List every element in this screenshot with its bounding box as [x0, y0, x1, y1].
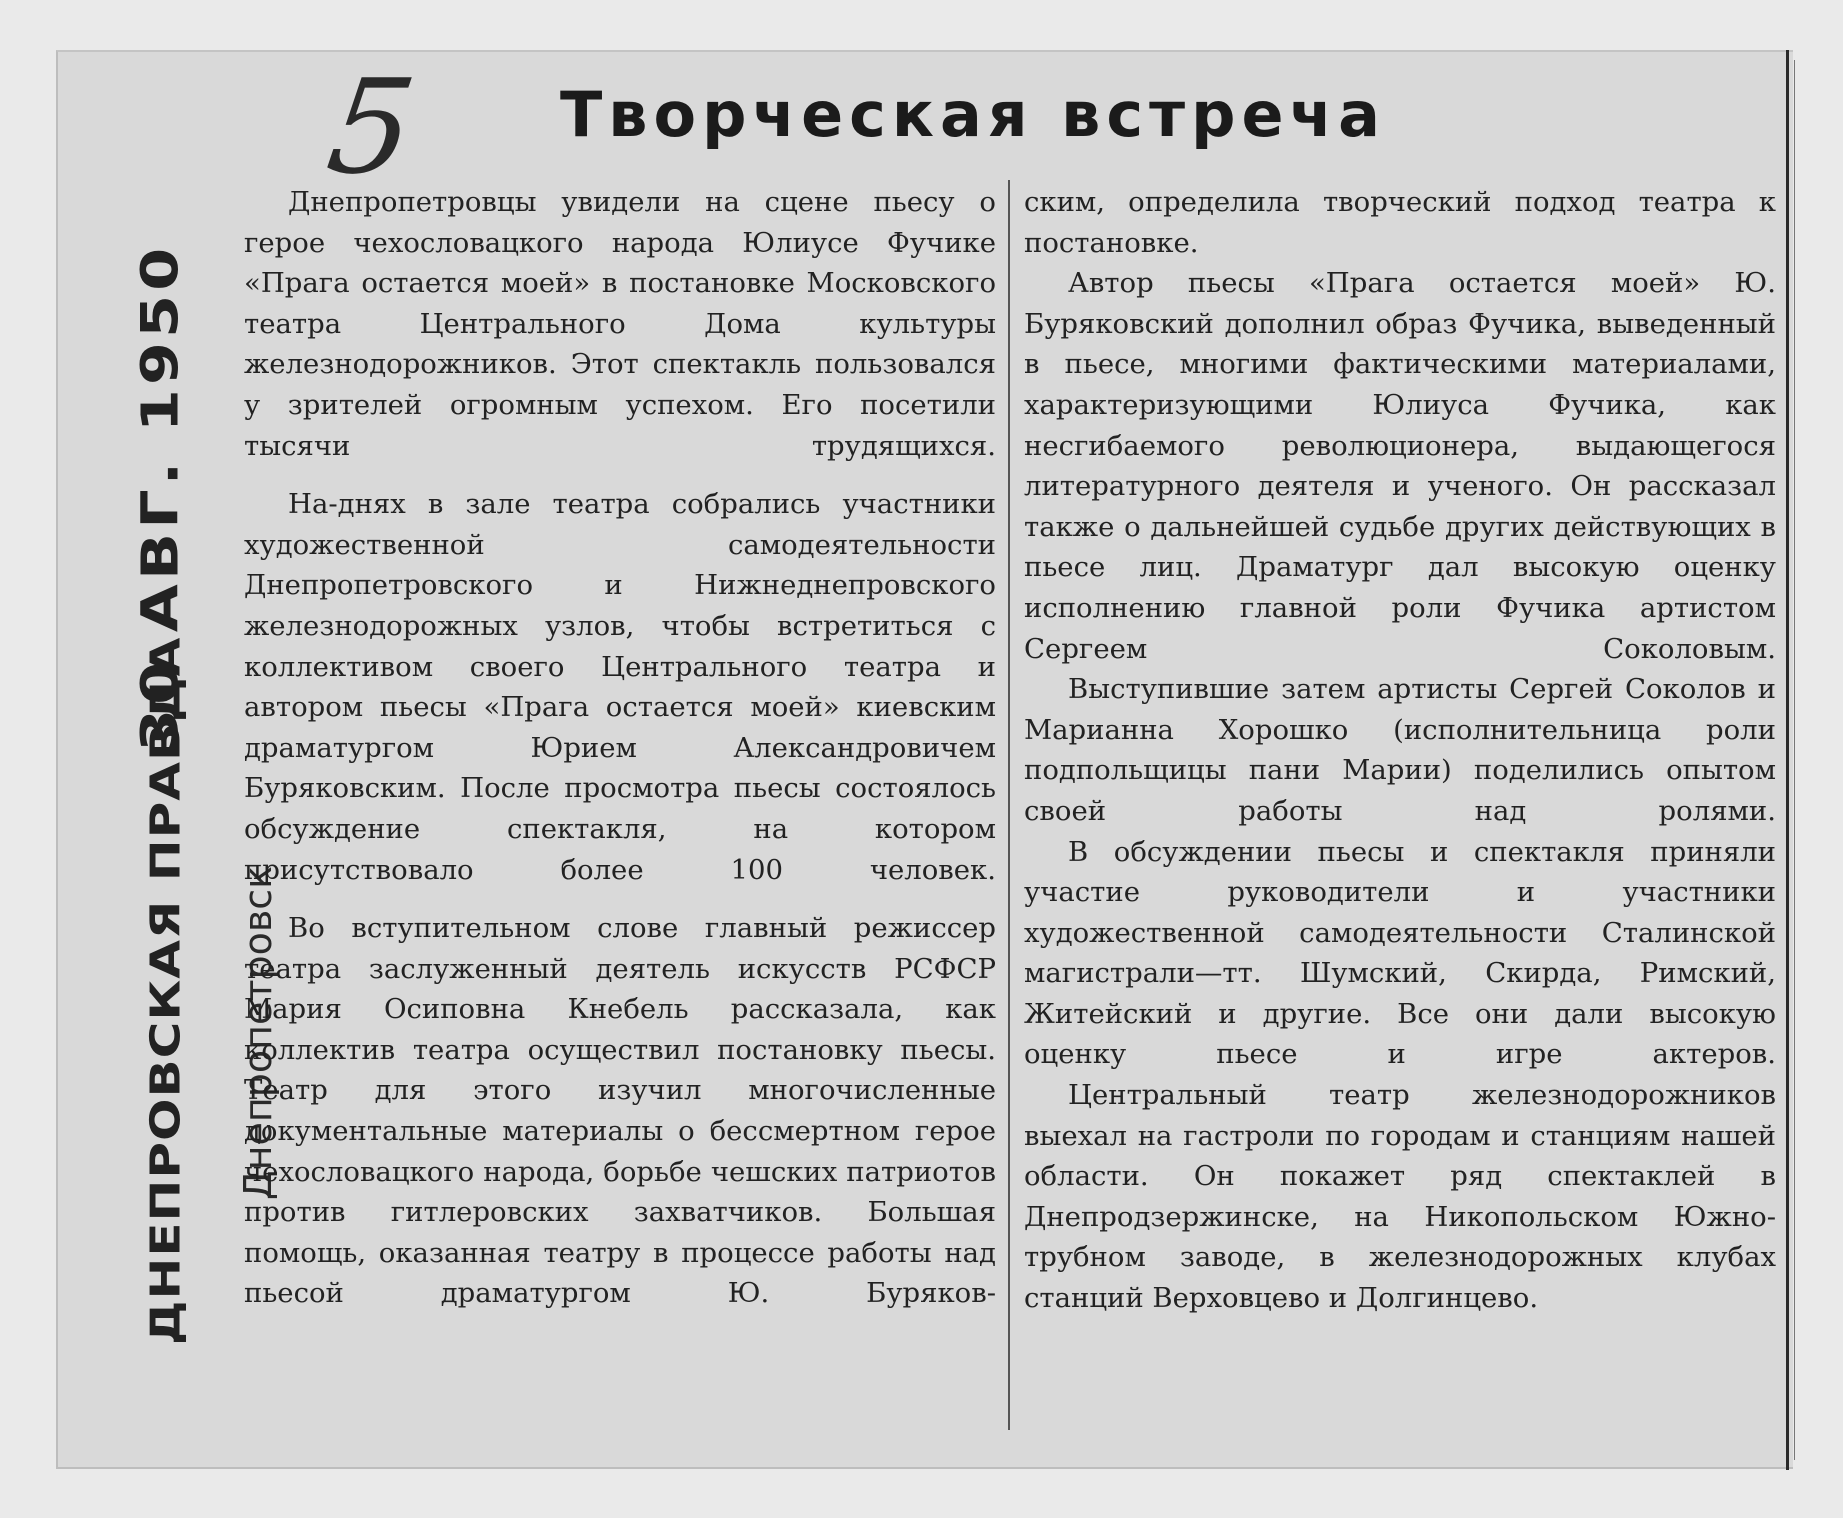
article-left-column	[244, 182, 996, 1314]
city-stamp: Днепропетровск	[236, 865, 280, 1200]
article-paragraph: На-днях в зале театра собрались участники художественной самодеятельности Днепропетровского и Нижнеднепровского железнодорожных узлов, чтобы встретиться с коллективом своего Центрального театра и автором пьесы «Прага остается моей» киевским драматургом Юрием Александровичем Буряковским. После просмотра пьесы состоялось обсуждение спектакля, на котором присутствовало более 100 человек.	[244, 488, 996, 886]
newspaper-name-stamp: ДНЕПРОВСКАЯ ПРАВДА	[142, 636, 190, 1345]
article-paragraph: Центральный театр железнодорожников выехал на гастроли по городам и станциям нашей области. Он покажет ряд спектаклей в Днепродзержинске, на Никопольском Южно-трубном заводе, в железнодорожных клубах станций Верховцево и Долгинцево.	[1024, 1079, 1776, 1315]
column-divider	[1008, 180, 1010, 1430]
date-stamp: 30 АВГ. 1950	[130, 243, 190, 752]
article-paragraph: Автор пьесы «Прага остается моей» Ю. Буряковский дополнил образ Фучика, выведенный в пьесе, многими фактическими материалами, характеризующими Юлиуса Фучика, как несгибаемого революционера, выдающегося литературного деятеля и ученого. Он рассказал также о дальнейшей судьбе других действующих в пьесе лиц. Драматург дал высокую оценку исполнению главной роли Фучика артистом Сергеем Соколовым.	[1024, 267, 1776, 665]
article-paragraph: Выступившие затем артисты Сергей Соколов и Марианна Хорошко (исполнительница роли подпольщицы пани Марии) поделились опытом своей работы над ролями.	[1024, 673, 1776, 827]
article-right-column	[1024, 182, 1776, 1319]
article-headline: Творческая встреча	[560, 78, 1386, 151]
article-paragraph: В обсуждении пьесы и спектакля приняли участие руководители и участники художественной самодеятельности Сталинской магистрали—тт. Шумский, Скирда, Римский, Житейский и другие. Все они дали высокую оценку пьесе и игре актеров.	[1024, 835, 1776, 1071]
clipping-edge-rule	[1786, 50, 1789, 1470]
article-paragraph: Во вступительном слове главный режиссер театра заслуженный деятель искусств РСФСР Мария Осиповна Кнебель рассказала, как коллектив театра осуществил постановку пьесы. Театр для этого изучил многочисленные документальные материалы о бессмертном герое чехословацкого народа, борьбе чешских патриотов против гитлеровских захватчиков. Большая помощь, оказанная театру в процессе работы над пьесой драматургом Ю. Буряков-	[244, 912, 996, 1310]
article-paragraph: ским, определила творческий подход театра к постановке.	[1024, 186, 1776, 259]
article-paragraph: Днепропетровцы увидели на сцене пьесу о герое чехословацкого народа Юлиусе Фучике «Прага остается моей» в постановке Московского театра Центрального Дома культуры железнодорожников. Этот спектакль пользовался у зрителей огромным успехом. Его посетили тысячи трудящихся.	[244, 186, 996, 462]
clipping-edge-rule-inner	[1794, 60, 1795, 1460]
handwritten-page-number: 5	[319, 51, 424, 203]
